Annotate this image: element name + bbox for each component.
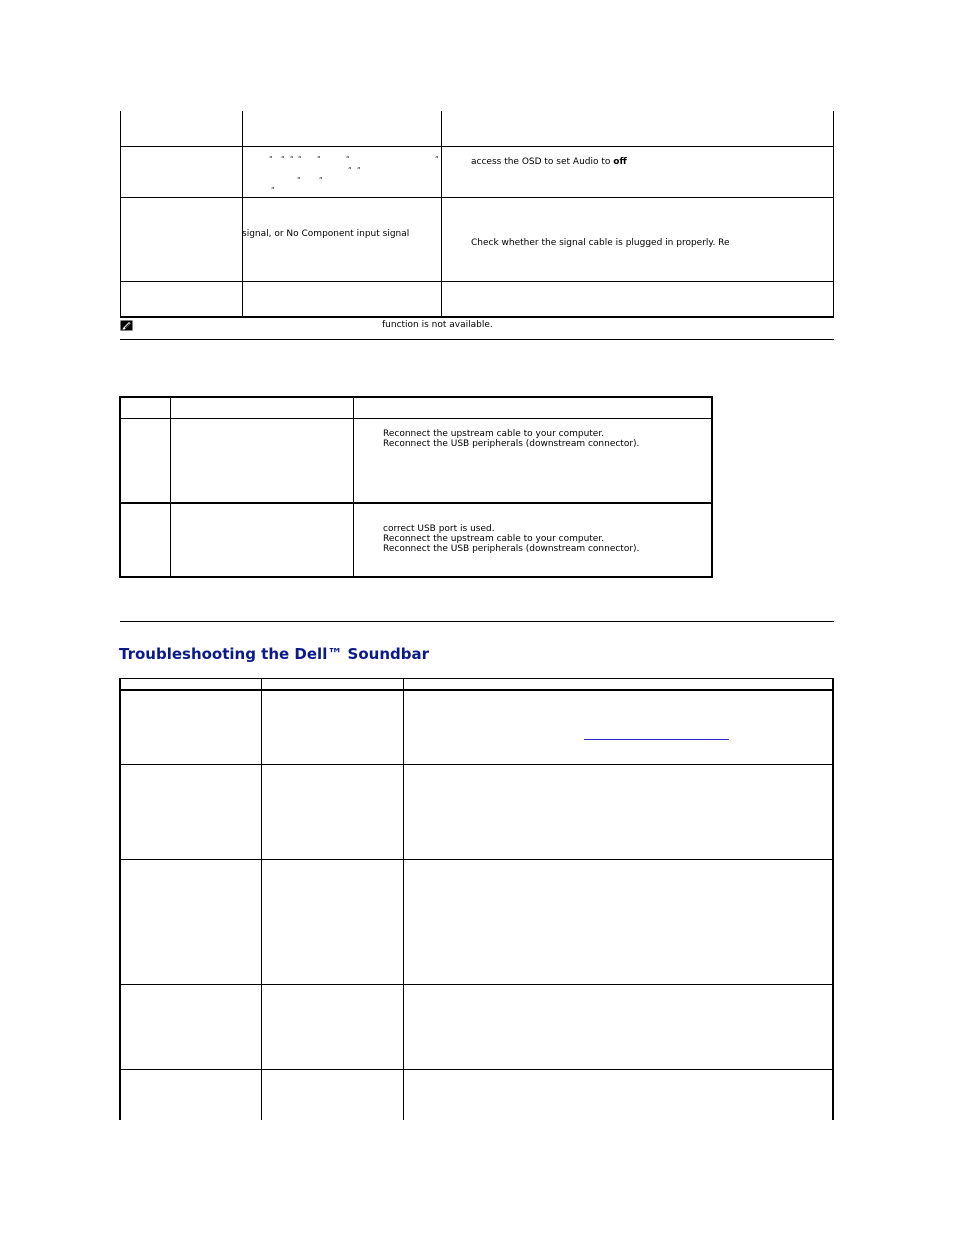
- quote-mark: “: [297, 176, 301, 184]
- table-border-bottom: [120, 316, 834, 318]
- quote-mark: “: [281, 155, 285, 163]
- quote-mark: “: [317, 155, 321, 163]
- table-row-divider: [119, 502, 713, 504]
- note-divider: [120, 339, 834, 340]
- table-row-divider: [119, 984, 834, 985]
- table-border-top: [119, 678, 834, 679]
- quote-mark: “: [269, 155, 273, 163]
- usb-instruction-line: Reconnect the USB peripherals (downstream connector).: [383, 544, 640, 554]
- table-border-right: [833, 111, 834, 317]
- table-border-right: [832, 678, 834, 1120]
- section-divider: [120, 621, 834, 622]
- link-underline[interactable]: [584, 739, 729, 740]
- row-problem-text: signal, or No Component input signal: [242, 229, 410, 239]
- row-instruction: Check whether the signal cable is plugged in properly. Re: [471, 238, 730, 248]
- table-divider: [353, 396, 354, 578]
- section-heading: Troubleshooting the Dell™ Soundbar: [119, 645, 430, 663]
- usb-instruction-line: Reconnect the USB peripherals (downstream connector).: [383, 439, 640, 449]
- note-icon: [120, 320, 133, 331]
- quote-mark: “: [346, 155, 350, 163]
- row-instruction: access the OSD to set Audio to off: [471, 157, 627, 167]
- quote-mark: “: [298, 155, 302, 163]
- table-border-left: [119, 678, 121, 1120]
- table-border-bottom: [119, 576, 713, 578]
- table-divider: [170, 396, 171, 578]
- table-border-right: [711, 396, 713, 578]
- table-divider: [403, 678, 404, 1120]
- table-divider: [261, 678, 262, 1120]
- table-border-left: [120, 111, 121, 317]
- table-divider: [242, 111, 243, 317]
- table-row-divider: [120, 146, 834, 147]
- table-row-divider: [119, 689, 834, 691]
- table-divider: [441, 111, 442, 317]
- quote-mark: “: [271, 186, 275, 194]
- table-row-divider: [119, 764, 834, 765]
- quote-mark: “: [348, 166, 352, 174]
- usb-instruction-line: Reconnect the upstream cable to your computer.: [383, 534, 605, 544]
- table-row-divider: [119, 418, 713, 419]
- table-border-top: [119, 396, 713, 398]
- quote-mark: “: [435, 155, 439, 163]
- table-row-divider: [119, 859, 834, 860]
- note-text: function is not available.: [382, 320, 493, 330]
- quote-mark: “: [357, 166, 361, 174]
- quote-mark: “: [290, 155, 294, 163]
- usb-instruction-line: Reconnect the upstream cable to your computer.: [383, 429, 605, 439]
- table-row-divider: [119, 1069, 834, 1070]
- usb-instruction-line: correct USB port is used.: [383, 524, 495, 534]
- quote-mark: “: [319, 176, 323, 184]
- table-row-divider: [120, 281, 834, 282]
- table-border-left: [119, 396, 121, 578]
- table-row-divider: [120, 197, 834, 198]
